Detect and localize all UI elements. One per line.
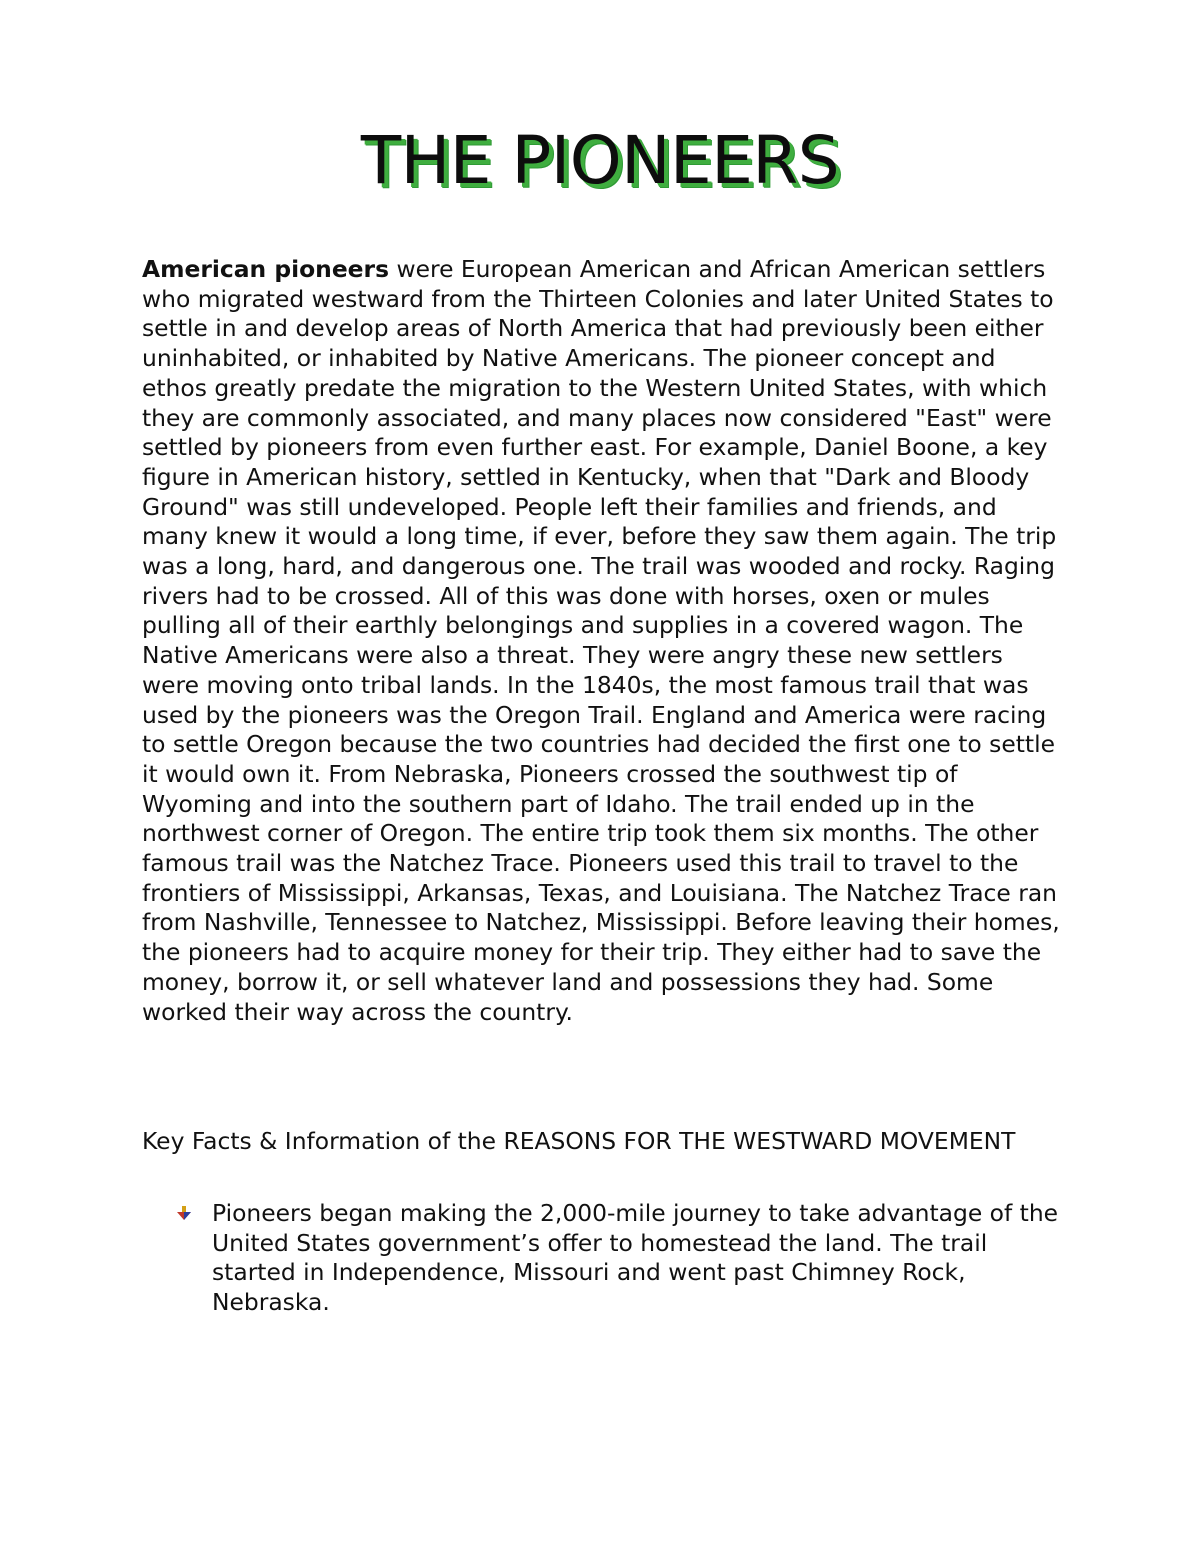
arrow-down-bullet-icon [177,1206,191,1220]
page-title: THE PIONEERS [360,122,840,199]
intro-text: were European American and African American settlers who migrated westward from the Thirteen Colonies and later United States to settle in and develop areas of North America that had previously been either uninhabited, or inhabited by Native Americans. The pioneer concept and ethos greatly predate the migration to the Western United States, with which they are commonly associated, and many places now considered "East" were settled by pioneers from even further east. For example, Daniel Boone, a key figure in American history, settled in Kentucky, when that "Dark and Bloody Ground" was still undeveloped. People left their families and friends, and many knew it would a long time, if ever, before they saw them again. The trip was a long, hard, and dangerous one. The trail was wooded and rocky. Raging rivers had to be crossed. All of this was done with horses, oxen or mules pulling all of their earthly belongings and supplies in a covered wagon. The Native Americans were also a threat. They were angry these new settlers were moving onto tribal lands. In the 1840s, the most famous trail that was used by the pioneers was the Oregon Trail. England and America were racing to settle Oregon because the two countries had decided the first one to settle it would own it. From Nebraska, Pioneers crossed the southwest tip of Wyoming and into the southern part of Idaho. The trail ended up in the northwest corner of Oregon. The entire trip took them six months. The other famous trail was the Natchez Trace. Pioneers used this trail to travel to the frontiers of Mississippi, Arkansas, Texas, and Louisiana. The Natchez Trace ran from Nashville, Tennessee to Natchez, Mississippi. Before leaving their homes, the pioneers had to acquire money for their trip. They either had to save the money, borrow it, or sell whatever land and possessions they had. Some worked their way across the country. [142,255,1060,1026]
intro-paragraph [142,255,1062,1027]
intro-lead: American pioneers [142,255,390,283]
key-facts-heading: Key Facts & Information of the REASONS FOR THE WESTWARD MOVEMENT [142,1127,1016,1155]
bullet-list [142,1199,1062,1318]
bullet-text: Pioneers began making the 2,000-mile journey to take advantage of the United States government’s offer to homestead the land. The trail started in Independence, Missouri and went past Chimney Rock, Nebraska. [212,1199,1059,1317]
list-item [142,1199,1062,1318]
